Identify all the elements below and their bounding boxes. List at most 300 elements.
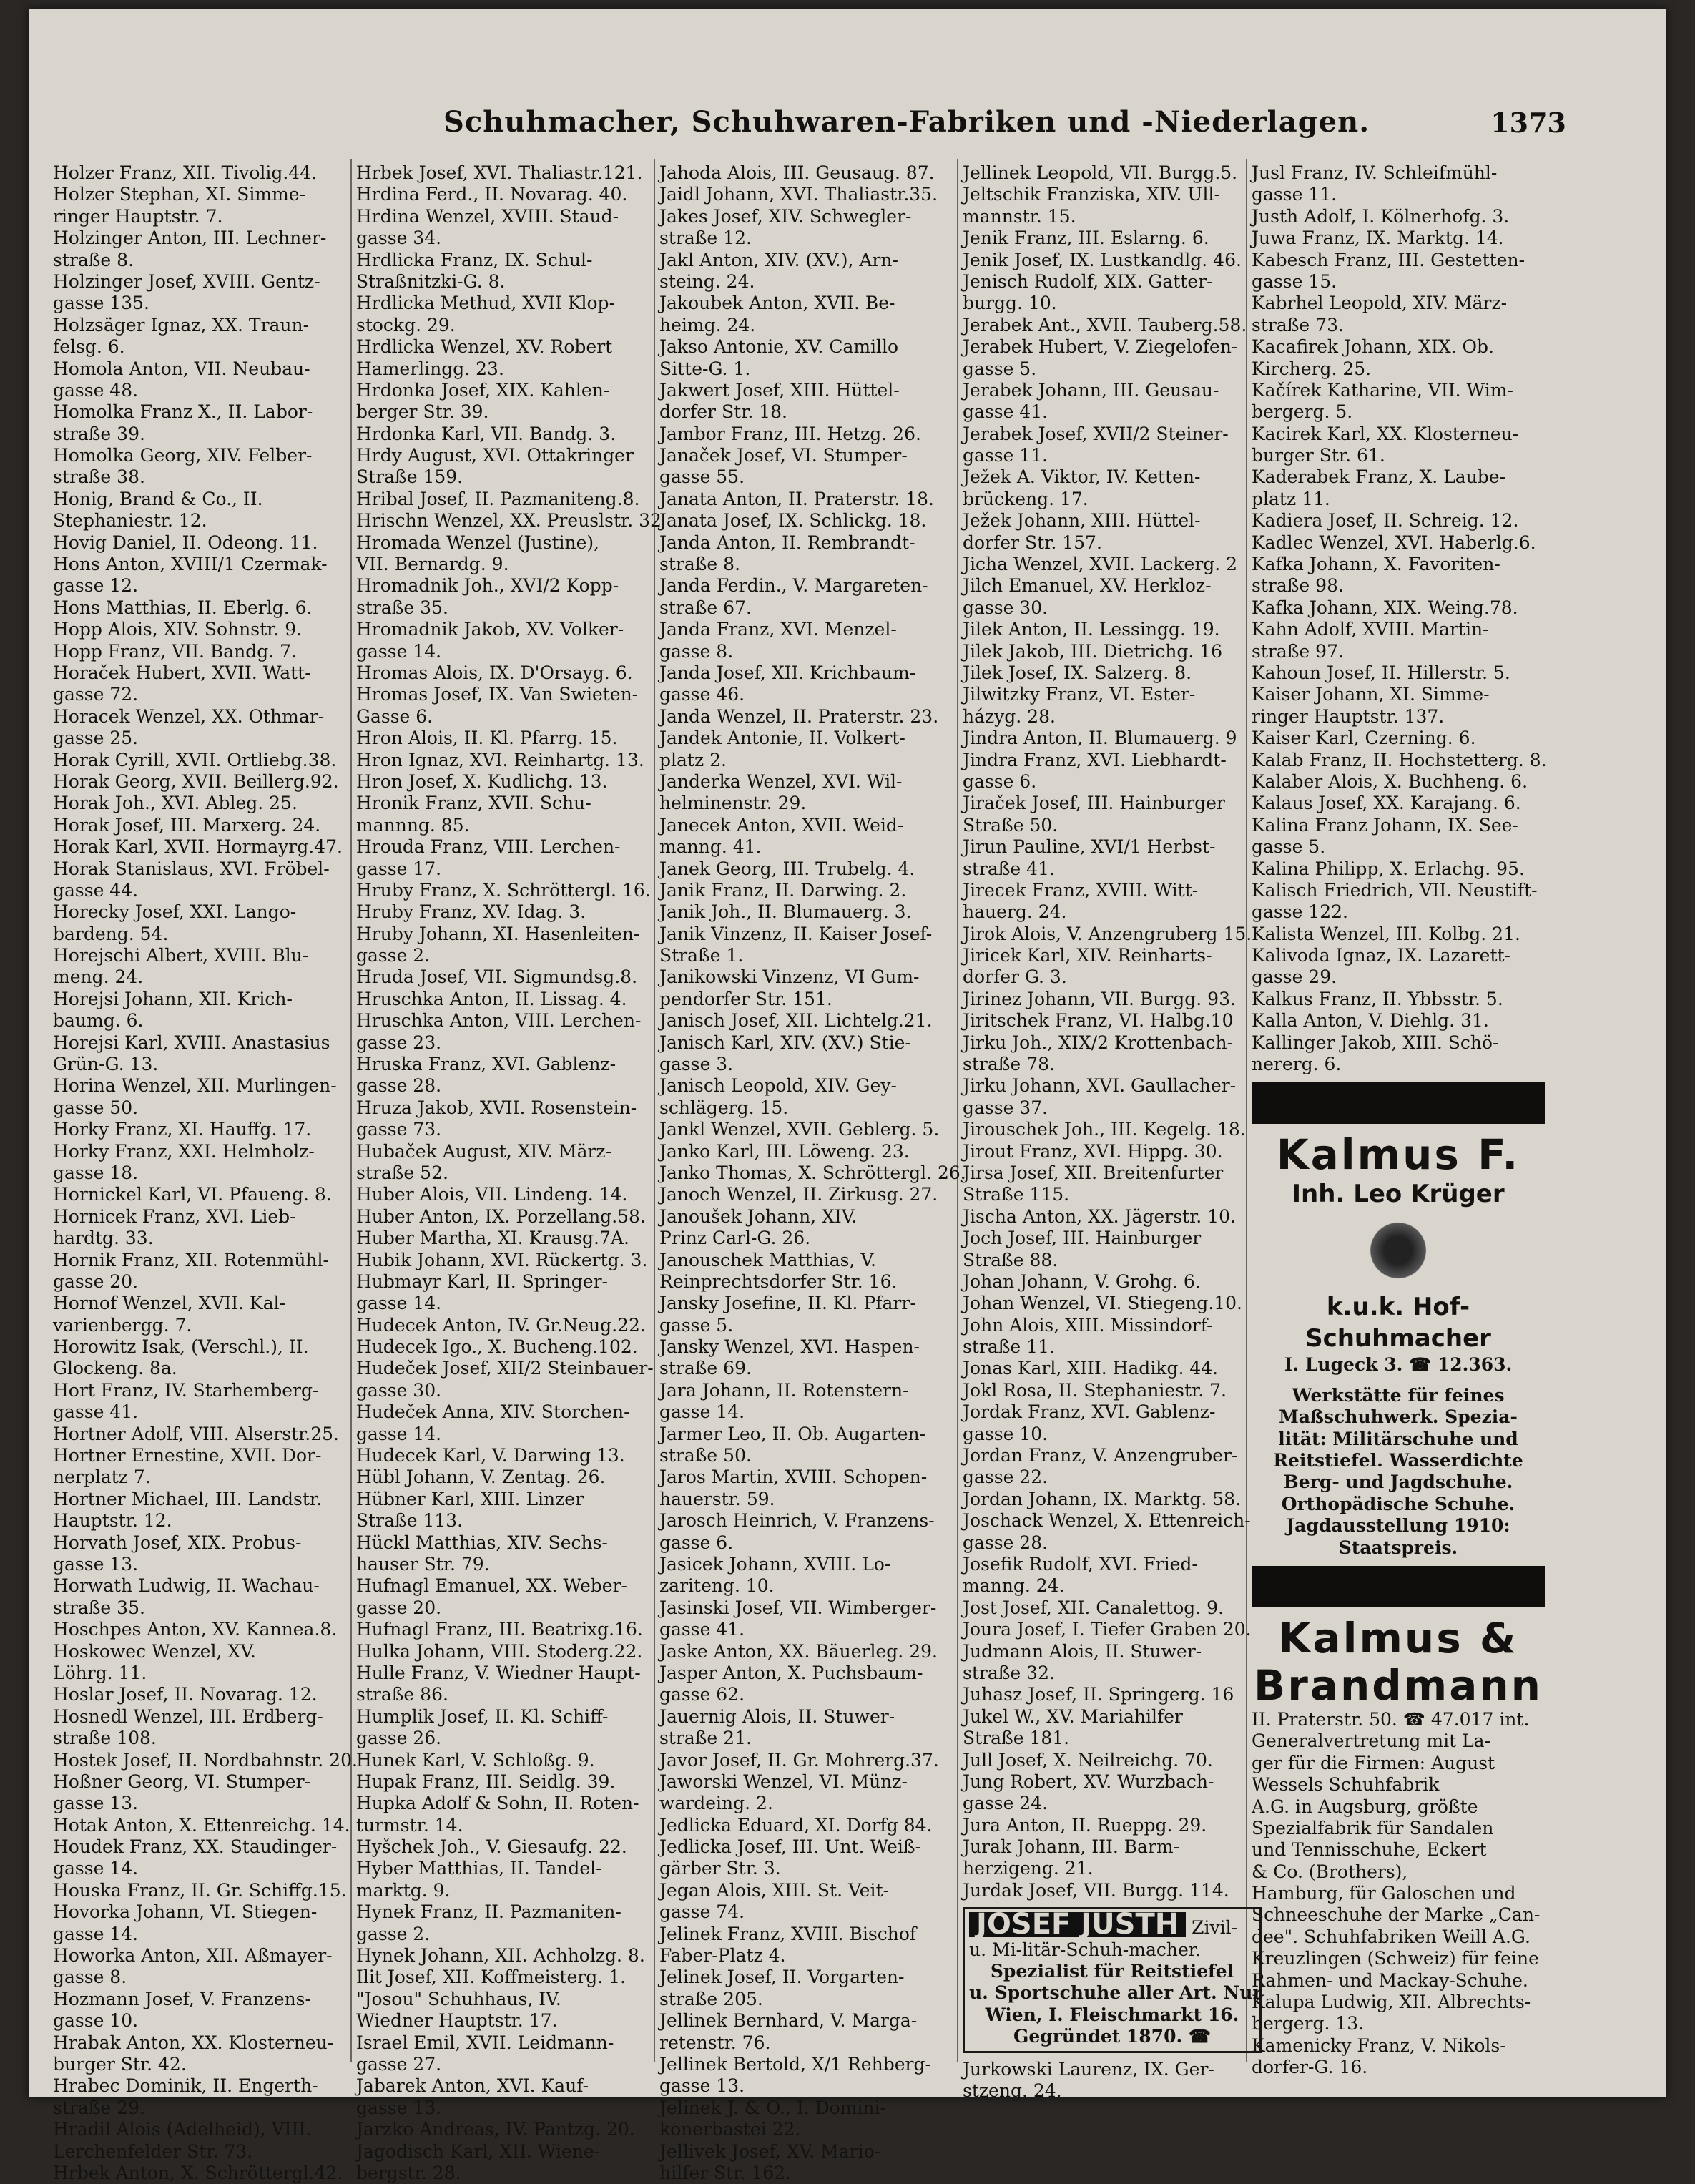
directory-line: Kacirek Karl, XX. Klosterneu- — [1252, 423, 1519, 444]
directory-line: Jost Josef, XII. Canalettog. 9. — [963, 1597, 1224, 1618]
directory-line: Straße 88. — [963, 1249, 1058, 1270]
directory-line: Jilek Jakob, III. Dietrichg. 16 — [963, 640, 1223, 662]
directory-line: Joch Josef, III. Hainburger — [963, 1228, 1202, 1249]
directory-line: Janata Josef, IX. Schlickg. 18. — [659, 510, 927, 532]
directory-line: Hronik Franz, XVII. Schu- — [356, 793, 591, 814]
directory-line: hauser Str. 79. — [356, 1554, 490, 1575]
directory-line: Hoskowec Wenzel, XV. — [53, 1640, 256, 1662]
directory-line: Hudeček Anna, XIV. Storchen- — [356, 1401, 630, 1423]
directory-line: Hrabak Anton, XX. Klosterneu- — [53, 2032, 334, 2053]
directory-line: Hradil Alois (Adelheid), VIII. — [53, 2119, 312, 2140]
directory-line: straße 108. — [53, 1728, 157, 1749]
directory-line: gasse 10. — [963, 1423, 1048, 1444]
directory-line: Jura Anton, II. Rueppg. 29. — [963, 1814, 1207, 1836]
directory-line: Hyšchek Joh., V. Giesaufg. 22. — [356, 1836, 627, 1858]
directory-line: Hruby Johann, XI. Hasenleiten- — [356, 923, 640, 944]
directory-line: gasse 14. — [356, 640, 442, 662]
directory-line: gasse 28. — [356, 1075, 442, 1097]
directory-line: Israel Emil, XVII. Leidmann- — [356, 2032, 614, 2053]
directory-line: Kreuzlingen (Schweiz) für feine — [1252, 1948, 1539, 1969]
directory-line: gasse 6. — [659, 1532, 734, 1553]
directory-line: schlägerg. 15. — [659, 1097, 789, 1118]
directory-line: ger für die Firmen: August — [1252, 1752, 1495, 1773]
directory-line: Jagodisch Karl, XII. Wiene- — [356, 2140, 601, 2162]
directory-line: retenstr. 76. — [659, 2032, 771, 2053]
ad-black-bar — [1252, 1082, 1545, 1124]
directory-line: Jusl Franz, IV. Schleifmühl- — [1252, 162, 1498, 183]
directory-line: Straße 115. — [963, 1184, 1070, 1205]
directory-line: gasse 20. — [356, 1597, 442, 1618]
directory-line: Hozmann Josef, V. Franzens- — [53, 1988, 311, 2009]
directory-line: Ilit Josef, XII. Koffmeisterg. 1. — [356, 1967, 626, 1988]
directory-line: Joura Josef, I. Tiefer Graben 20. — [963, 1619, 1252, 1640]
directory-line: Horak Georg, XVII. Beillerg.92. — [53, 770, 339, 792]
directory-line: Houdek Franz, XX. Staudinger- — [53, 1836, 338, 1858]
directory-line: Jarzko Andreas, IV. Pantzg. 20. — [356, 2119, 635, 2140]
directory-line: Hulka Johann, VIII. Stoderg.22. — [356, 1640, 643, 1662]
directory-line: gasse 122. — [1252, 901, 1348, 923]
directory-line: Jabarek Anton, XVI. Kauf- — [356, 2075, 589, 2097]
directory-line: Jurdak Josef, VII. Burgg. 114. — [963, 1879, 1229, 1901]
directory-line: Janko Karl, III. Löweng. 23. — [659, 1140, 910, 1162]
directory-line: Juwa Franz, IX. Marktg. 14. — [1252, 227, 1504, 249]
directory-line: Janderka Wenzel, XVI. Wil- — [659, 770, 903, 792]
directory-line: Reitstiefel. Wasserdichte — [1273, 1449, 1523, 1471]
directory-line: Hrdonka Karl, VII. Bandg. 3. — [356, 423, 616, 444]
justh-ad-lines — [969, 1961, 1262, 2048]
directory-line: Gegründet 1870. ☎ — [1013, 2026, 1212, 2047]
directory-line: Hromada Wenzel (Justine), — [356, 532, 600, 553]
directory-line: Rahmen- und Mackay-Schuhe. — [1252, 1969, 1528, 1991]
directory-line: gasse 13. — [659, 2075, 745, 2097]
directory-line: Janda Wenzel, II. Praterstr. 23. — [659, 705, 939, 727]
directory-line: Jahoda Alois, III. Geusaug. 87. — [659, 162, 935, 183]
directory-line: Wiedner Hauptstr. 17. — [356, 2010, 558, 2032]
directory-line: Straße 113. — [356, 1510, 463, 1532]
directory-line: hardtg. 33. — [53, 1228, 154, 1249]
directory-line: Hrdina Wenzel, XVIII. Staud- — [356, 205, 619, 227]
directory-line: gasse 14. — [356, 1423, 442, 1444]
directory-line: Janata Anton, II. Praterstr. 18. — [659, 488, 934, 509]
directory-line: felsg. 6. — [53, 336, 125, 358]
directory-line: stockg. 29. — [356, 314, 456, 336]
directory-line: Hortner Adolf, VIII. Alserstr.25. — [53, 1423, 339, 1444]
directory-line: Hynek Franz, II. Pazmaniten- — [356, 1901, 622, 1923]
directory-line: brückeng. 17. — [963, 488, 1089, 509]
directory-line: Jull Josef, X. Neilreichg. 70. — [963, 1749, 1213, 1771]
directory-line: Hopp Franz, VII. Bandg. 7. — [53, 640, 298, 662]
directory-line: Hromas Alois, IX. D'Orsayg. 6. — [356, 662, 633, 683]
directory-line: Hoschpes Anton, XV. Kannea.8. — [53, 1619, 338, 1640]
directory-line: gasse 12. — [53, 575, 139, 597]
directory-line: Jaworski Wenzel, VI. Münz- — [659, 1771, 908, 1792]
directory-line: straße 8. — [53, 249, 134, 270]
listing-column-4 — [963, 162, 1262, 2102]
page-header — [29, 105, 1666, 148]
directory-line: Hovig Daniel, II. Odeong. 11. — [53, 532, 318, 553]
directory-line: Stephaniestr. 12. — [53, 510, 207, 532]
directory-line: Janoušek Johann, XIV. — [659, 1205, 858, 1227]
directory-line: hilfer Str. 162. — [659, 2162, 791, 2183]
directory-line: gärber Str. 3. — [659, 1858, 781, 1879]
directory-line: Jordan Johann, IX. Marktg. 58. — [963, 1488, 1242, 1509]
directory-line: Jara Johann, II. Rotenstern- — [659, 1379, 909, 1401]
directory-line: Kaderabek Franz, X. Laube- — [1252, 466, 1506, 488]
listing-column-3 — [659, 162, 966, 2184]
directory-line: Jung Robert, XV. Wurzbach- — [963, 1771, 1214, 1792]
directory-line: Jerabek Johann, III. Geusau- — [963, 379, 1219, 401]
directory-line: Straße 181. — [963, 1728, 1070, 1749]
directory-line: bergerg. 5. — [1252, 401, 1353, 423]
directory-line: Gasse 6. — [356, 705, 433, 727]
directory-line: Hudecek Igo., X. Bucheng.102. — [356, 1336, 638, 1358]
directory-line: platz 11. — [1252, 488, 1330, 509]
directory-line: gasse 44. — [53, 879, 139, 901]
directory-line: gasse 20. — [53, 1270, 139, 1292]
directory-line: Hoslar Josef, II. Novarag. 12. — [53, 1684, 318, 1705]
directory-line: Straßnitzki-G. 8. — [356, 270, 506, 292]
directory-line: Huber Anton, IX. Porzellang.58. — [356, 1205, 646, 1227]
directory-line: straße 41. — [963, 858, 1055, 879]
directory-line: pendorfer Str. 151. — [659, 988, 832, 1009]
directory-line: Judmann Alois, II. Stuwer- — [963, 1640, 1202, 1662]
directory-line: Kalina Franz Johann, IX. See- — [1252, 814, 1518, 836]
directory-line: Berg- und Jagdschuhe. — [1283, 1471, 1513, 1493]
directory-line: gasse 14. — [659, 1401, 745, 1423]
directory-line: gasse 14. — [53, 1858, 139, 1879]
directory-line: mannstr. 15. — [963, 205, 1076, 227]
directory-line: Jagdausstellung 1910: — [1286, 1515, 1510, 1537]
directory-line: Kabrhel Leopold, XIV. März- — [1252, 293, 1508, 314]
directory-line: Hruza Jakob, XVII. Rosenstein- — [356, 1097, 637, 1118]
directory-line: helminenstr. 29. — [659, 793, 807, 814]
directory-line: Kaiser Karl, Czerning. 6. — [1252, 728, 1476, 749]
directory-line: gasse 73. — [356, 1119, 442, 1140]
directory-line: Hopp Alois, XIV. Sohnstr. 9. — [53, 619, 303, 640]
directory-line: straße 67. — [659, 597, 752, 618]
directory-line: Hubmayr Karl, II. Springer- — [356, 1270, 608, 1292]
directory-line: Hruby Franz, X. Schröttergl. 16. — [356, 879, 651, 901]
directory-line: Jambor Franz, III. Hetzg. 26. — [659, 423, 921, 444]
listing-entries-after-ad — [963, 2059, 1262, 2102]
directory-line: Horak Cyrill, XVII. Ortliebg.38. — [53, 749, 337, 770]
directory-line: Jellinek Bernhard, V. Marga- — [659, 2010, 918, 2032]
directory-line: burgg. 10. — [963, 293, 1057, 314]
directory-line: Prinz Carl-G. 26. — [659, 1228, 811, 1249]
directory-line: gasse 18. — [53, 1162, 139, 1183]
directory-line: Jindra Franz, XVI. Liebhardt- — [963, 749, 1227, 770]
directory-line: Holzsäger Ignaz, XX. Traun- — [53, 314, 310, 336]
listing-entries — [1252, 162, 1545, 1075]
directory-line: Humplik Josef, II. Kl. Schiff- — [356, 1705, 609, 1727]
directory-line: gasse 55. — [659, 466, 745, 488]
directory-line: straße 32. — [963, 1662, 1055, 1683]
directory-line: Spezialist für Reitstiefel — [990, 1961, 1234, 1982]
kalmus-brandmann-name-2: Brandmann — [1254, 1660, 1543, 1710]
directory-line: Hübner Karl, XIII. Linzer — [356, 1488, 584, 1509]
directory-line: Jonas Karl, XIII. Hadikg. 44. — [963, 1358, 1219, 1379]
justh-logo: JOSEF JUSTH — [969, 1912, 1186, 1936]
directory-line: Jenik Josef, IX. Lustkandlg. 46. — [963, 249, 1242, 270]
directory-line: Jerabek Ant., XVII. Tauberg.58. — [963, 314, 1247, 336]
kalmus-f-address: I. Lugeck 3. ☎ 12.363. — [1284, 1354, 1513, 1376]
directory-line: Jauernig Alois, II. Stuwer- — [659, 1705, 895, 1727]
directory-line: Jarmer Leo, II. Ob. Augarten- — [659, 1423, 926, 1444]
directory-line: Jakes Josef, XIV. Schwegler- — [659, 205, 912, 227]
directory-line: Hruschka Anton, II. Lissag. 4. — [356, 988, 627, 1009]
directory-line: Janisch Karl, XIV. (XV.) Stie- — [659, 1032, 911, 1053]
directory-line: Jellinek Leopold, VII. Burgg.5. — [963, 162, 1238, 183]
directory-line: Horvath Josef, XIX. Probus- — [53, 1532, 302, 1553]
directory-line: Jasicek Johann, XVIII. Lo- — [659, 1554, 891, 1575]
directory-line: Orthopädische Schuhe. — [1281, 1493, 1515, 1514]
directory-line: Jellivek Josef, XV. Mario- — [659, 2140, 881, 2162]
directory-line: Jukel W., XV. Mariahilfer — [963, 1705, 1183, 1727]
directory-line: Straße 50. — [963, 814, 1058, 836]
directory-line: Jenisch Rudolf, XIX. Gatter- — [963, 270, 1213, 292]
directory-line: Hrabec Dominik, II. Engerth- — [53, 2075, 318, 2097]
directory-line: baumg. 6. — [53, 1010, 144, 1032]
directory-line: Horaček Hubert, XVII. Watt- — [53, 662, 311, 683]
directory-line: straße 39. — [53, 423, 145, 444]
directory-line: Horejsi Johann, XII. Krich- — [53, 988, 293, 1009]
directory-line: gasse 74. — [659, 1901, 745, 1923]
directory-line: Kalab Franz, II. Hochstetterg. 8. — [1252, 749, 1547, 770]
directory-line: gasse 3. — [659, 1054, 734, 1075]
directory-line: Kaiser Johann, XI. Simme- — [1252, 684, 1490, 705]
directory-line: Kalaber Alois, X. Buchheng. 6. — [1252, 770, 1528, 792]
directory-line: Jasinski Josef, VII. Wimberger- — [659, 1597, 937, 1618]
directory-line: Jegan Alois, XIII. St. Veit- — [659, 1879, 890, 1901]
directory-line: Jelinek Josef, II. Vorgarten- — [659, 1967, 905, 1988]
directory-line: Hovorka Johann, VI. Stiegen- — [53, 1901, 318, 1923]
directory-line: Hons Matthias, II. Eberlg. 6. — [53, 597, 313, 618]
directory-line: hauerg. 24. — [963, 901, 1067, 923]
directory-line: Hort Franz, IV. Starhemberg- — [53, 1379, 319, 1401]
directory-line: Hudecek Karl, V. Darwing 13. — [356, 1445, 625, 1466]
directory-line: dee". Schuhfabriken Weill A.G. — [1252, 1926, 1531, 1947]
directory-line: gasse 41. — [53, 1401, 139, 1423]
directory-line: Houska Franz, II. Gr. Schiffg.15. — [53, 1879, 347, 1901]
directory-line: Hrdlicka Methud, XVII Klop- — [356, 293, 616, 314]
directory-line: Hückl Matthias, XIV. Sechs- — [356, 1532, 608, 1553]
directory-line: Janko Thomas, X. Schröttergl. 26. — [659, 1162, 966, 1183]
directory-line: Kafka Johann, X. Favoriten- — [1252, 554, 1500, 575]
directory-line: berger Str. 39. — [356, 401, 489, 423]
directory-line: straße 69. — [659, 1358, 752, 1379]
directory-line: Janda Ferdin., V. Margareten- — [659, 575, 928, 597]
directory-line: gasse 15. — [1252, 270, 1337, 292]
directory-line: Jirout Franz, XVI. Hippg. 30. — [963, 1140, 1223, 1162]
directory-line: Hrbek Josef, XVI. Thaliastr.121. — [356, 162, 643, 183]
directory-line: Juhasz Josef, II. Springerg. 16 — [963, 1684, 1234, 1705]
directory-line: Hulle Franz, V. Wiedner Haupt- — [356, 1662, 641, 1683]
directory-line: Hornicek Franz, XVI. Lieb- — [53, 1205, 296, 1227]
directory-line: varienbergg. 7. — [53, 1314, 192, 1336]
directory-line: gasse 8. — [53, 1967, 127, 1988]
directory-line: gasse 50. — [53, 1097, 139, 1118]
directory-line: heimg. 24. — [659, 314, 756, 336]
directory-line: Jansky Wenzel, XVI. Haspen- — [659, 1336, 920, 1358]
directory-line: Jirouschek Joh., III. Kegelg. 18. — [963, 1119, 1246, 1140]
directory-line: Josefik Rudolf, XVI. Fried- — [963, 1554, 1198, 1575]
directory-line: Kalla Anton, V. Diehlg. 31. — [1252, 1010, 1489, 1032]
imperial-eagle-icon — [1366, 1218, 1430, 1283]
directory-line: Horejsi Karl, XVIII. Anastasius — [53, 1032, 330, 1053]
directory-line: Jurak Johann, III. Barm- — [963, 1836, 1180, 1858]
directory-line: Jaros Martin, XVIII. Schopen- — [659, 1466, 928, 1488]
directory-line: gasse 135. — [53, 293, 149, 314]
directory-line: gasse 17. — [356, 858, 442, 879]
directory-line: Jaske Anton, XX. Bäuerleg. 29. — [659, 1640, 938, 1662]
directory-line: Howorka Anton, XII. Aßmayer- — [53, 1945, 333, 1967]
directory-line: Joschack Wenzel, X. Ettenreich- — [963, 1510, 1251, 1532]
directory-line: Hunek Karl, V. Schloßg. 9. — [356, 1749, 595, 1771]
directory-line: Jankl Wenzel, XVII. Geblerg. 5. — [659, 1119, 940, 1140]
directory-line: Jeltschik Franziska, XIV. Ull- — [963, 184, 1220, 205]
directory-line: Hruby Franz, XV. Idag. 3. — [356, 901, 586, 923]
directory-line: Janda Josef, XII. Krichbaum- — [659, 662, 916, 683]
directory-line: gasse 41. — [659, 1619, 745, 1640]
directory-line: Grün-G. 13. — [53, 1054, 159, 1075]
directory-line: Jenik Franz, III. Eslarng. 6. — [963, 227, 1209, 249]
directory-line: mannng. 85. — [356, 814, 470, 836]
directory-line: Hufnagl Franz, III. Beatrixg.16. — [356, 1619, 643, 1640]
directory-line: meng. 24. — [53, 966, 144, 988]
directory-line: straße 205. — [659, 1988, 763, 2009]
directory-line: "Josou" Schuhhaus, IV. — [356, 1988, 561, 2009]
directory-line: Jedlicka Eduard, XI. Dorfg 84. — [659, 1814, 933, 1836]
directory-line: Hrdina Ferd., II. Novarag. 40. — [356, 184, 628, 205]
listing-column-1 — [53, 162, 358, 2184]
directory-line: Kadiera Josef, II. Schreig. 12. — [1252, 510, 1519, 532]
directory-line: dorfer G. 3. — [963, 966, 1067, 988]
directory-line: manng. 24. — [963, 1575, 1065, 1597]
directory-line: Kalaus Josef, XX. Karajang. 6. — [1252, 793, 1521, 814]
directory-line: bergerg. 13. — [1252, 2013, 1365, 2034]
directory-line: Hromadnik Joh., XVI/2 Kopp- — [356, 575, 619, 597]
directory-line: Hubaček August, XIV. März- — [356, 1140, 612, 1162]
directory-line: Hübl Johann, V. Zentag. 26. — [356, 1466, 606, 1488]
directory-line: Hudecek Anton, IV. Gr.Neug.22. — [356, 1314, 646, 1336]
directory-line: gasse 5. — [1252, 836, 1326, 858]
directory-line: Jiraček Josef, III. Hainburger — [963, 793, 1225, 814]
directory-line: Johan Wenzel, VI. Stiegeng.10. — [963, 1293, 1242, 1314]
directory-line: Jiricek Karl, XIV. Reinharts- — [963, 945, 1212, 966]
directory-line: Maßschuhwerk. Spezia- — [1279, 1406, 1518, 1428]
directory-line: Jerabek Josef, XVII/2 Steiner- — [963, 423, 1229, 444]
directory-line: Jarosch Heinrich, V. Franzens- — [659, 1510, 935, 1532]
directory-line: Hron Josef, X. Kudlichg. 13. — [356, 770, 608, 792]
directory-line: Horak Stanislaus, XVI. Fröbel- — [53, 858, 330, 879]
directory-line: gasse 24. — [963, 1793, 1048, 1814]
directory-line: Kadlec Wenzel, XVI. Haberlg.6. — [1252, 532, 1536, 553]
directory-line: Janek Georg, III. Trubelg. 4. — [659, 858, 915, 879]
directory-line: Hornickel Karl, VI. Pfaueng. 8. — [53, 1184, 332, 1205]
directory-line: Jurkowski Laurenz, IX. Ger- — [963, 2058, 1214, 2080]
directory-line: Janisch Josef, XII. Lichtelg.21. — [659, 1010, 933, 1032]
directory-line: Generalvertretung mit La- — [1252, 1730, 1491, 1752]
directory-line: Jakoubek Anton, XVII. Be- — [659, 293, 895, 314]
directory-line: zariteng. 10. — [659, 1575, 775, 1597]
directory-line: Hrdlicka Wenzel, XV. Robert — [356, 336, 613, 358]
directory-line: Homolka Georg, XIV. Felber- — [53, 445, 313, 466]
listing-column-5 — [1252, 162, 1545, 2079]
directory-line: Johan Johann, V. Grohg. 6. — [963, 1270, 1201, 1292]
directory-line: Hribal Josef, II. Pazmaniteng.8. — [356, 488, 640, 509]
directory-line: Wien, I. Fleischmarkt 16. — [985, 2004, 1239, 2025]
directory-line: Kacafirek Johann, XIX. Ob. — [1252, 336, 1494, 358]
directory-line: Ježek A. Viktor, IV. Ketten- — [963, 466, 1201, 488]
directory-line: gasse 72. — [53, 684, 139, 705]
directory-line: házyg. 28. — [963, 705, 1056, 727]
directory-line: Hrbek Anton, X. Schröttergl.42. — [53, 2162, 343, 2183]
directory-line: Janaček Josef, VI. Stumper- — [659, 445, 908, 466]
directory-line: Spezialfabrik für Sandalen — [1252, 1817, 1494, 1838]
directory-line: gasse 62. — [659, 1684, 745, 1705]
directory-line: straße 98. — [1252, 575, 1344, 597]
directory-line: Kačírek Katharine, VII. Wim- — [1252, 379, 1513, 401]
directory-line: stzeng. 24. — [963, 2080, 1062, 2102]
directory-line: Jakl Anton, XIV. (XV.), Arn- — [659, 249, 898, 270]
directory-line: Horak Karl, XVII. Hormayrg.47. — [53, 836, 343, 858]
directory-line: Jedlicka Josef, III. Unt. Weiß- — [659, 1836, 921, 1858]
directory-line: gasse 11. — [1252, 184, 1337, 205]
directory-line: Jelinek J. & O., I. Domini- — [659, 2097, 886, 2118]
directory-line: Holzer Stephan, XI. Simme- — [53, 184, 306, 205]
directory-line: Hubik Johann, XVI. Rückertg. 3. — [356, 1249, 648, 1270]
directory-line: Horak Josef, III. Marxerg. 24. — [53, 814, 321, 836]
directory-line: Hons Anton, XVIII/1 Czermak- — [53, 554, 328, 575]
directory-line: Jordak Franz, XVI. Gablenz- — [963, 1401, 1216, 1423]
directory-line: Hrdonka Josef, XIX. Kahlen- — [356, 379, 610, 401]
directory-line: dorfer Str. 157. — [963, 532, 1102, 553]
directory-line: gasse 11. — [963, 445, 1048, 466]
directory-line: gasse 2. — [356, 1923, 431, 1944]
directory-line: Kalina Philipp, X. Erlachg. 95. — [1252, 858, 1525, 879]
directory-line: Honig, Brand & Co., II. — [53, 488, 263, 509]
directory-line: Javor Josef, II. Gr. Mohrerg.37. — [659, 1749, 939, 1771]
directory-line: gasse 30. — [963, 597, 1048, 618]
directory-line: Jellinek Bertold, X/1 Rehberg- — [659, 2053, 931, 2075]
directory-line: Löhrg. 11. — [53, 1662, 147, 1683]
directory-line: Hrischn Wenzel, XX. Preuslstr. 32 — [356, 510, 662, 532]
directory-line: Jilek Anton, II. Lessingg. 19. — [963, 619, 1220, 640]
directory-line: gasse 37. — [963, 1097, 1048, 1118]
directory-line: dorfer-G. 16. — [1252, 2057, 1368, 2078]
directory-line: und Tennisschuhe, Eckert — [1252, 1839, 1487, 1861]
directory-line: bardeng. 54. — [53, 923, 169, 944]
directory-line: Jirok Alois, V. Anzengruberg 15. — [963, 923, 1252, 944]
directory-line: John Alois, XIII. Missindorf- — [963, 1314, 1213, 1336]
directory-line: Holzinger Josef, XVIII. Gentz- — [53, 270, 320, 292]
directory-line: Homolka Franz X., II. Labor- — [53, 401, 313, 423]
directory-line: straße 8. — [659, 554, 741, 575]
directory-line: Janouschek Matthias, V. — [659, 1249, 876, 1270]
directory-line: gasse 23. — [356, 1032, 442, 1053]
directory-line: Jokl Rosa, II. Stephaniestr. 7. — [963, 1379, 1227, 1401]
directory-line: Kallinger Jakob, XIII. Schö- — [1252, 1032, 1499, 1053]
kalmus-brandmann-ad-lines — [1252, 1709, 1545, 2079]
directory-line: Faber-Platz 4. — [659, 1945, 786, 1967]
directory-line: Jasper Anton, X. Puchsbaum- — [659, 1662, 923, 1683]
directory-line: Hortner Ernestine, XVII. Dor- — [53, 1445, 322, 1466]
directory-line: Kalivoda Ignaz, IX. Lazarett- — [1252, 945, 1510, 966]
directory-line: Jirinez Johann, VII. Burgg. 93. — [963, 988, 1236, 1009]
directory-line: Kalkus Franz, II. Ybbsstr. 5. — [1252, 988, 1503, 1009]
directory-line: Straße 159. — [356, 466, 463, 488]
directory-line: Hortner Michael, III. Landstr. — [53, 1488, 323, 1509]
